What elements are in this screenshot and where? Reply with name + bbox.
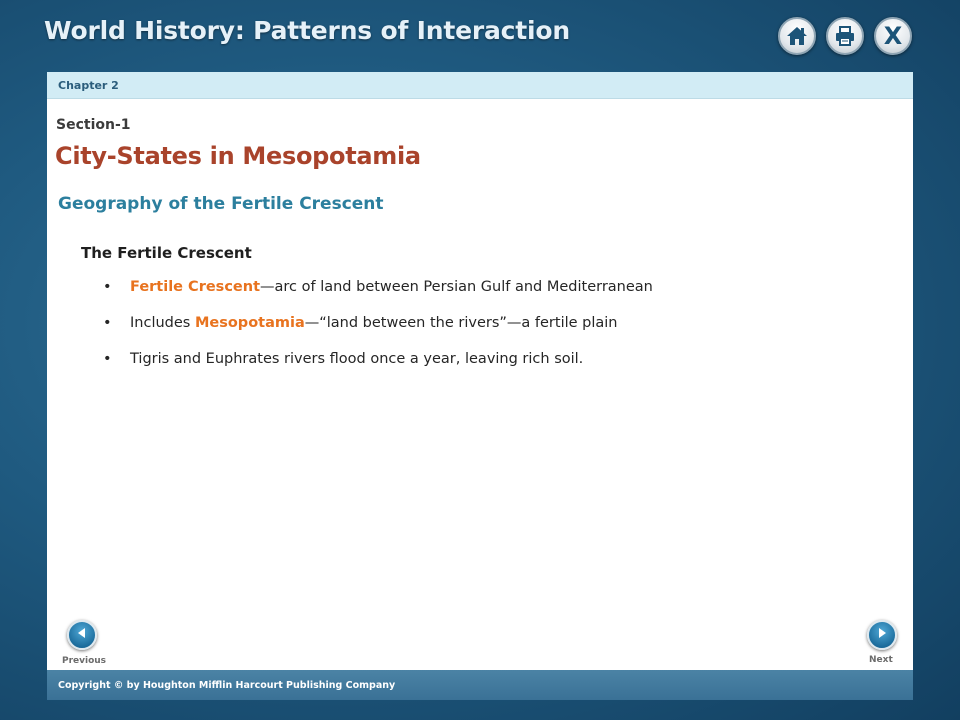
bullet-text: —“land between the rivers”—a fertile plain [304,315,618,331]
bullet-text: —arc of land between Persian Gulf and Mediterranean [260,279,653,295]
term-highlight: Mesopotamia [194,315,305,331]
topic-heading: The Fertile Crescent [81,244,252,262]
next-button[interactable] [867,620,897,650]
chapter-bar [47,72,913,99]
previous-label[interactable]: Previous [62,656,107,666]
next-label[interactable]: Next [869,655,893,665]
chapter-label: Chapter 2 [58,78,119,92]
footer-bar [47,670,913,700]
bullet-list [103,276,653,384]
triangle-right-icon [876,626,888,644]
app-title: World History: Patterns of Interaction [44,16,570,45]
close-button[interactable] [874,17,912,55]
list-item [103,276,653,312]
copyright-text: Copyright © by Houghton Mifflin Harcourt Publishing Company [58,679,396,691]
printer-icon [834,26,856,46]
triangle-left-icon [76,626,88,644]
term-highlight: Fertile Crescent [130,279,260,295]
bullet-prefix: Includes [130,315,195,331]
subheading: Geography of the Fertile Crescent [58,194,384,214]
page-title: City-States in Mesopotamia [55,142,421,170]
home-icon [786,26,808,46]
list-item [103,348,653,384]
header-buttons [778,17,912,55]
close-icon: X [883,21,903,50]
previous-button[interactable] [67,620,97,650]
content-panel [47,72,913,670]
home-button[interactable] [778,17,816,55]
section-label: Section-1 [56,117,131,133]
bullet-text: Tigris and Euphrates rivers flood once a year, leaving rich soil. [130,351,584,367]
list-item [103,312,653,348]
print-button[interactable] [826,17,864,55]
